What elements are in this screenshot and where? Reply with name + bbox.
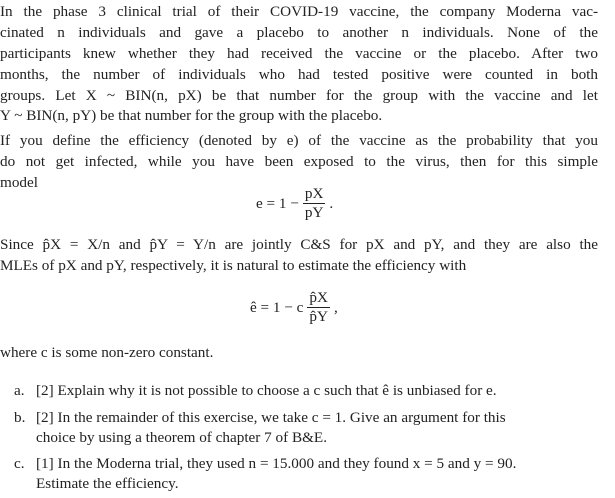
- question-a-marker: a.: [14, 382, 25, 399]
- paragraph-1-line-3: participants knew whether they had received the vaccine or the placebo. After two: [0, 45, 598, 62]
- equation-2-end: ,: [333, 298, 338, 316]
- paragraph-3-line-1: Since p̂X = X/n and p̂Y = Y/n are jointly C&S for pX and pY, and they are also the: [0, 236, 598, 253]
- equation-2-denominator: p̂Y: [309, 308, 328, 325]
- efficiency-equation: [0, 186, 615, 226]
- question-b-text-line-1: [2] In the remainder of this exercise, we take c = 1. Give an argument for this: [36, 409, 506, 426]
- paragraph-3-line-2: MLEs of pX and pY, respectively, it is natural to estimate the efficiency with: [0, 257, 467, 274]
- paragraph-1-line-1: In the phase 3 clinical trial of their COVID-19 vaccine, the company Moderna vac-: [0, 3, 598, 20]
- question-c-text-line-1: [1] In the Moderna trial, they used n = 15.000 and they found x = 5 and y = 90.: [36, 455, 517, 472]
- paragraph-1-line-6: Y ~ BIN(n, pY) be that number for the group with the placebo.: [0, 107, 383, 124]
- equation-1-lhs: e = 1 −: [256, 194, 299, 212]
- paragraph-2-line-3: model: [0, 174, 38, 191]
- equation-2-lhs: ê = 1 − c: [250, 298, 304, 316]
- equation-2-fraction: [307, 290, 330, 325]
- paragraph-1-line-5: groups. Let X ~ BIN(n, pX) be that number for the group with the vaccine and let: [0, 87, 598, 104]
- paragraph-2-line-1: If you define the efficiency (denoted by e) of the vaccine as the probability that you: [0, 132, 598, 149]
- question-b-text-line-2: choice by using a theorem of chapter 7 of B&E.: [36, 429, 328, 446]
- estimator-equation: [0, 290, 615, 330]
- paragraph-1-line-4: months, the number of individuals who had tested positive were counted in both: [0, 66, 598, 83]
- equation-1-end: .: [329, 194, 334, 212]
- equation-2-numerator: p̂X: [309, 289, 328, 306]
- question-b-marker: b.: [14, 409, 26, 426]
- paragraph-2-line-2: do not get infected, while you have been exposed to the virus, then for this simple: [0, 153, 598, 170]
- question-c-marker: c.: [14, 455, 25, 472]
- equation-1-fraction: [303, 186, 326, 221]
- equation-1-numerator: pX: [304, 185, 324, 202]
- question-c-text-line-2: Estimate the efficiency.: [36, 475, 179, 492]
- paragraph-1-line-2: cinated n individuals and gave a placebo to another n individuals. None of the: [0, 24, 598, 41]
- question-a-text: [2] Explain why it is not possible to choose a c such that ê is unbiased for e.: [36, 382, 497, 399]
- equation-1-denominator: pY: [304, 204, 324, 221]
- paragraph-4: where c is some non-zero constant.: [0, 344, 214, 361]
